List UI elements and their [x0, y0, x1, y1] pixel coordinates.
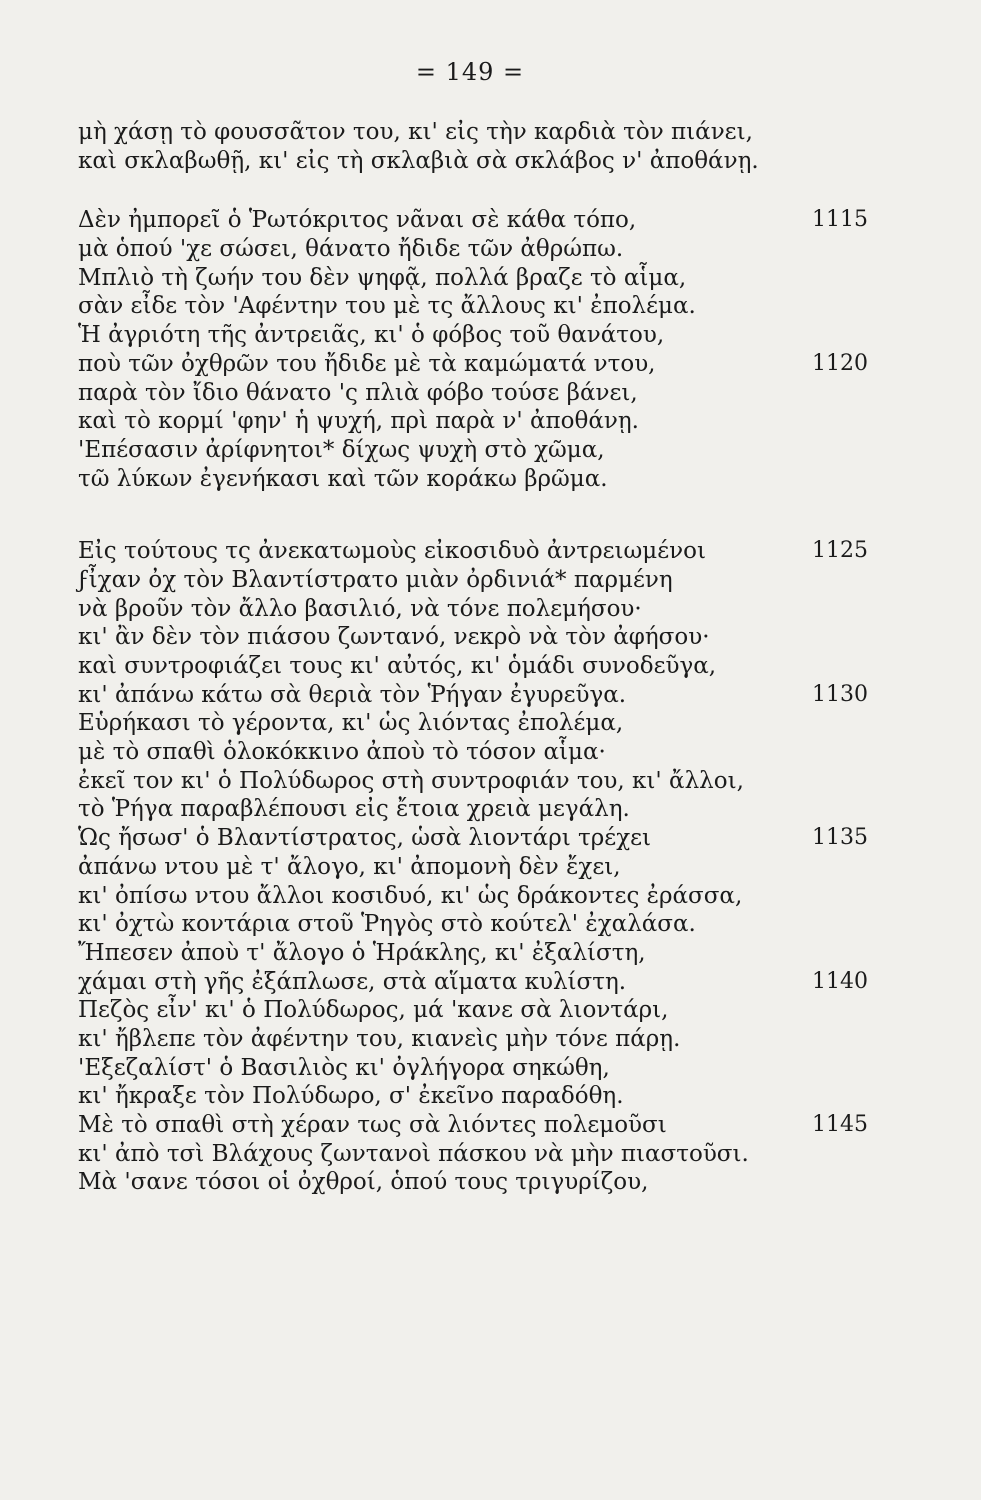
verse-text: κι' ἂν δὲν τὸν πιάσου ζωντανό, νεκρὸ νὰ τὸν ἀφήσου·	[78, 624, 710, 651]
verse-line	[78, 436, 868, 465]
verse-text: ποὺ τῶν ὀχθρῶν του ἤδιδε μὲ τὰ καμώματά ντου,	[78, 350, 656, 377]
verse-line	[78, 118, 868, 147]
verse-line	[78, 147, 868, 176]
verse-text: Δὲν ἠμπορεῖ ὁ Ῥωτόκριτος νᾶναι σὲ κάθα τόπο,	[78, 207, 637, 234]
verse-line	[78, 264, 868, 293]
stanza-gap	[78, 493, 868, 537]
verse-line	[78, 853, 868, 882]
verse-line	[78, 652, 868, 681]
verse-line	[78, 623, 868, 652]
verse-line	[78, 206, 868, 235]
verse-line	[78, 681, 868, 710]
verse-text: κι' ἀπὸ τσὶ Βλάχους ζωντανοὶ πάσκου νὰ μὴν πιαστοῦσι.	[78, 1140, 749, 1167]
verse-line	[78, 350, 868, 379]
verse-line	[78, 996, 868, 1025]
verse-line	[78, 767, 868, 796]
verse-line	[78, 738, 868, 767]
line-number: 1140	[812, 968, 868, 994]
verse-text: ϝἶχαν ὀχ τὸν Βλαντίστρατο μιὰν ὀρδινιά* παρμένη	[78, 566, 673, 593]
verse-text: Μπλιὸ τὴ ζωήν του δὲν ψηφᾷ, πολλά βραζε τὸ αἷμα,	[78, 264, 687, 291]
verse-text: 'Εξεζαλίστ' ὁ Βασιλιὸς κι' ὀγλήγορα σηκώθη,	[78, 1054, 610, 1081]
verse-text: Μὲ τὸ σπαθὶ στὴ χέραν τως σὰ λιόντες πολεμοῦσι	[78, 1112, 667, 1138]
verse-text: μὰ ὁπού 'χε σώσει, θάνατο ἤδιδε τῶν ἀθρώπω.	[78, 236, 624, 263]
verse-text: μὴ χάσῃ τὸ φουσσᾶτον του, κι' εἰς τὴν καρδιὰ τὸν πιάνει,	[78, 119, 753, 145]
verse-text: καὶ σκλαβωθῇ, κι' εἰς τὴ σκλαβιὰ σὰ σκλάβος ν' ἀποθάνῃ.	[78, 147, 759, 174]
verse-text: Ἤπεσεν ἀποὺ τ' ἄλογο ὁ Ἡράκλης, κι' ἐξαλίστη,	[78, 939, 646, 966]
verse-line	[78, 939, 868, 968]
verse-text: κι' ὀπίσω ντου ἄλλοι κοσιδυό, κι' ὡς δράκοντες ἐράσσα,	[78, 882, 743, 909]
verse-text: παρὰ τὸν ἴδιο θάνατο 'ς πλιὰ φόβο τούσε βάνει,	[78, 379, 638, 406]
verse-text: Ἡ ἀγριότη τῆς ἀντρειᾶς, κι' ὁ φόβος τοῦ θανάτου,	[78, 322, 665, 349]
verse-text: Εὑρήκασι τὸ γέροντα, κι' ὡς λιόντας ἐπολέμα,	[78, 710, 624, 737]
verse-line	[78, 824, 868, 853]
verse-line	[78, 1111, 868, 1140]
verse-line	[78, 1140, 868, 1169]
verse-line	[78, 566, 868, 595]
verse-line	[78, 321, 868, 350]
verse-text: κι' ὀχτὼ κοντάρια στοῦ Ῥηγὸς στὸ κούτελ' ἐχαλάσα.	[78, 911, 696, 938]
verse-line	[78, 1168, 868, 1197]
verse-text: χάμαι στὴ γῆς ἐξάπλωσε, στὰ αἵματα κυλίστη.	[78, 968, 627, 995]
verse-text: Εἰς τούτους τς ἀνεκατωμοὺς εἰκοσιδυὸ ἀντρειωμένοι	[78, 538, 707, 565]
verse-line	[78, 379, 868, 408]
stanza-gap	[78, 175, 868, 206]
verse-line	[78, 292, 868, 321]
verse-block	[78, 118, 868, 1197]
line-number: 1145	[812, 1112, 868, 1137]
verse-line	[78, 537, 868, 566]
verse-text: ἀπάνω ντου μὲ τ' ἄλογο, κι' ἀπομονὴ δὲν ἔχει,	[78, 853, 621, 880]
page-number: = 149 =	[415, 58, 525, 86]
verse-text: Μὰ 'σανε τόσοι οἱ ὀχθροί, ὁπού τους τριγυρίζου,	[78, 1169, 649, 1196]
verse-text: νὰ βροῦν τὸν ἄλλο βασιλιό, νὰ τόνε πολεμήσου·	[78, 595, 642, 622]
verse-text: τὸ Ῥήγα παραβλέπουσι εἰς ἔτοια χρειὰ μεγάλη.	[78, 796, 630, 823]
verse-text: καὶ συντροφιάζει τους κι' αὐτός, κι' ὁμάδι συνοδεῦγα,	[78, 653, 717, 679]
verse-text: Ὡς ἤσωσ' ὁ Βλαντίστρατος, ὡσὰ λιοντάρι τρέχει	[78, 825, 652, 852]
verse-line	[78, 968, 868, 997]
verse-text: 'Επέσασιν ἀρίφνητοι* δίχως ψυχὴ στὸ χῶμα,	[78, 436, 605, 463]
line-number: 1125	[812, 538, 868, 564]
verse-line	[78, 1082, 868, 1111]
verse-text: σὰν εἶδε τὸν 'Αφέντην του μὲ τς ἄλλους κι' ἐπολέμα.	[78, 293, 696, 320]
verse-line	[78, 235, 868, 264]
line-number: 1120	[812, 350, 868, 376]
verse-line	[78, 882, 868, 911]
verse-text: τῶ λύκων ἐγενήκασι καὶ τῶν κοράκω βρῶμα.	[78, 465, 608, 492]
verse-line	[78, 910, 868, 939]
verse-text: ἐκεῖ τον κι' ὁ Πολύδωρος στὴ συντροφιάν του, κι' ἄλλοι,	[78, 767, 744, 794]
verse-line	[78, 1054, 868, 1083]
line-number: 1115	[812, 207, 868, 233]
verse-line	[78, 709, 868, 738]
verse-text: κι' ἤβλεπε τὸν ἀφέντην του, κιανεὶς μὴν τόνε πάρῃ.	[78, 1025, 681, 1052]
verse-line	[78, 795, 868, 824]
line-number: 1130	[812, 681, 868, 707]
verse-line	[78, 407, 868, 436]
verse-text: Πεζὸς εἶν' κι' ὁ Πολύδωρος, μά 'κανε σὰ λιοντάρι,	[78, 997, 669, 1024]
line-number: 1135	[812, 825, 868, 851]
verse-text: κι' ἤκραξε τὸν Πολύδωρο, σ' ἐκεῖνο παραδόθη.	[78, 1083, 624, 1110]
verse-line	[78, 465, 868, 494]
verse-text: μὲ τὸ σπαθὶ ὁλοκόκκινο ἀποὺ τὸ τόσον αἷμα·	[78, 739, 606, 766]
verse-line	[78, 1025, 868, 1054]
verse-text: καὶ τὸ κορμί 'φην' ἡ ψυχή, πρὶ παρὰ ν' ἀποθάνῃ.	[78, 408, 639, 435]
verse-text: κι' ἀπάνω κάτω σὰ θεριὰ τὸν Ῥήγαν ἐγυρεῦγα.	[78, 681, 627, 708]
verse-line	[78, 595, 868, 624]
